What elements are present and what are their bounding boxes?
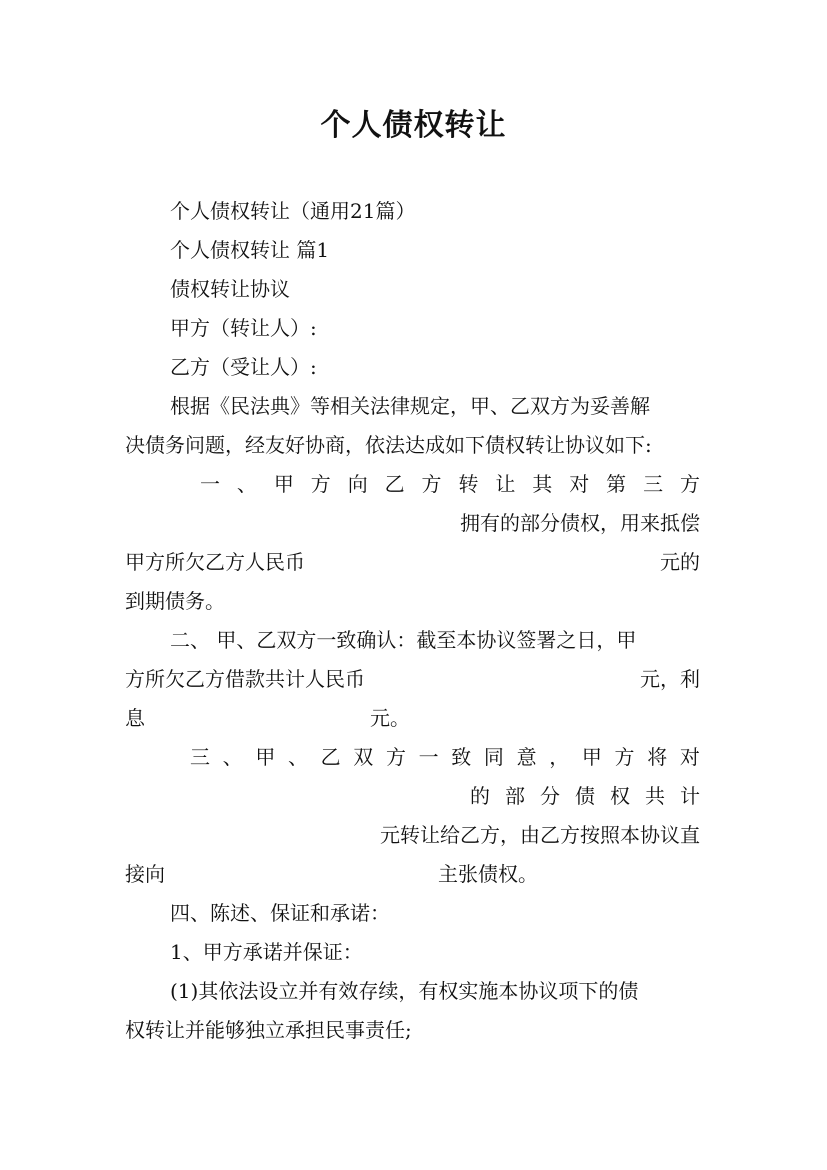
art3_tokens-char: 三 (190, 745, 210, 769)
art1_tokens-char: 第 (606, 472, 627, 496)
art3_line2_tokens-char: 部 (505, 784, 525, 808)
article-4-sub-1-line-1: (1)其依法设立并有效存续，有权实施本协议项下的债 (170, 979, 639, 1003)
art3_line2_tokens-char: 分 (540, 784, 560, 808)
article-1-line-1 (200, 469, 700, 499)
article-1-line-3-right: 元的 (660, 550, 700, 574)
art3_tokens-char: 双 (353, 745, 374, 769)
chapter-heading: 个人债权转让 篇1 (170, 238, 330, 262)
article-2-line-2-left: 方所欠乙方借款共计人民币 (125, 667, 365, 691)
article-2-line-2 (125, 664, 700, 694)
art1_tokens-char: 一 (200, 472, 220, 496)
art3_tokens-char: 致 (451, 745, 472, 769)
art1_tokens-char: 让 (495, 472, 516, 496)
art1_tokens-char: 乙 (384, 472, 405, 496)
article-3-line-4-left: 接向 (125, 862, 165, 886)
article-2-line-3-left: 息 (125, 706, 145, 730)
art1_tokens-char: 方 (421, 472, 442, 496)
article-1-line-3 (125, 547, 700, 577)
article-4-heading: 四、陈述、保证和承诺： (170, 901, 390, 925)
art1_tokens-char: 其 (532, 472, 553, 496)
art1_tokens-char: 向 (347, 472, 368, 496)
art1_tokens-char: 对 (569, 472, 590, 496)
article-3-line-1 (190, 742, 700, 772)
article-2-line-2-right: 元，利 (640, 667, 700, 691)
document-title: 个人债权转让 (320, 108, 507, 143)
art1_tokens-char: 三 (643, 472, 664, 496)
art3_line2_tokens-char: 权 (610, 784, 630, 808)
art3_tokens-char: 对 (679, 745, 700, 769)
art3_tokens-char: 乙 (320, 745, 341, 769)
art3_tokens-char: 、 (222, 745, 243, 769)
art3_tokens-char: 甲 (255, 745, 276, 769)
article-1-line-4: 到期债务。 (125, 589, 225, 613)
art3_tokens-char: 方 (385, 745, 406, 769)
art1_tokens-char: 甲 (273, 472, 294, 496)
article-3-line-2 (470, 781, 700, 811)
art1_tokens-char: 、 (236, 472, 257, 496)
art3_tokens-char: 意 (516, 745, 537, 769)
agreement-name: 债权转让协议 (170, 277, 290, 301)
article-2-line-1: 二、 甲、乙双方一致确认：截至本协议签署之日，甲 (170, 628, 637, 652)
party-b-label: 乙方（受让人）: (170, 355, 317, 379)
art3_tokens-char: 一 (418, 745, 439, 769)
art1_tokens-char: 转 (458, 472, 479, 496)
art3_line2_tokens-char: 债 (575, 784, 595, 808)
art3_tokens-char: 甲 (581, 745, 602, 769)
article-4-item-1: 1、甲方承诺并保证： (170, 940, 363, 964)
art3_tokens-char: 将 (647, 745, 668, 769)
article-1-line-3-left: 甲方所欠乙方人民币 (125, 550, 305, 574)
intro-line-1: 根据《民法典》等相关法律规定，甲、乙双方为妥善解 (170, 394, 650, 418)
art3_tokens-char: 、 (287, 745, 308, 769)
art3_tokens-char: 方 (614, 745, 635, 769)
article-3-line-4-right: 主张债权。 (438, 862, 538, 886)
art3_line2_tokens-char: 的 (470, 784, 490, 808)
art3_tokens-char: ， (549, 745, 570, 769)
article-4-sub-1-line-2: 权转让并能够独立承担民事责任; (125, 1018, 412, 1042)
art3_tokens-char: 同 (483, 745, 504, 769)
art1_tokens-char: 方 (679, 472, 700, 496)
article-3-line-3: 元转让给乙方，由乙方按照本协议直 (380, 823, 700, 847)
art3_line2_tokens-char: 共 (645, 784, 665, 808)
article-2-line-3-right: 元。 (370, 706, 410, 730)
intro-line-2: 决债务问题，经友好协商，依法达成如下债权转让协议如下: (125, 433, 652, 457)
art1_tokens-char: 方 (310, 472, 331, 496)
party-a-label: 甲方（转让人）: (170, 316, 317, 340)
art3_line2_tokens-char: 计 (680, 784, 700, 808)
article-1-line-2: 拥有的部分债权，用来抵偿 (460, 511, 700, 535)
subtitle-all: 个人债权转让（通用21篇） (170, 199, 416, 223)
